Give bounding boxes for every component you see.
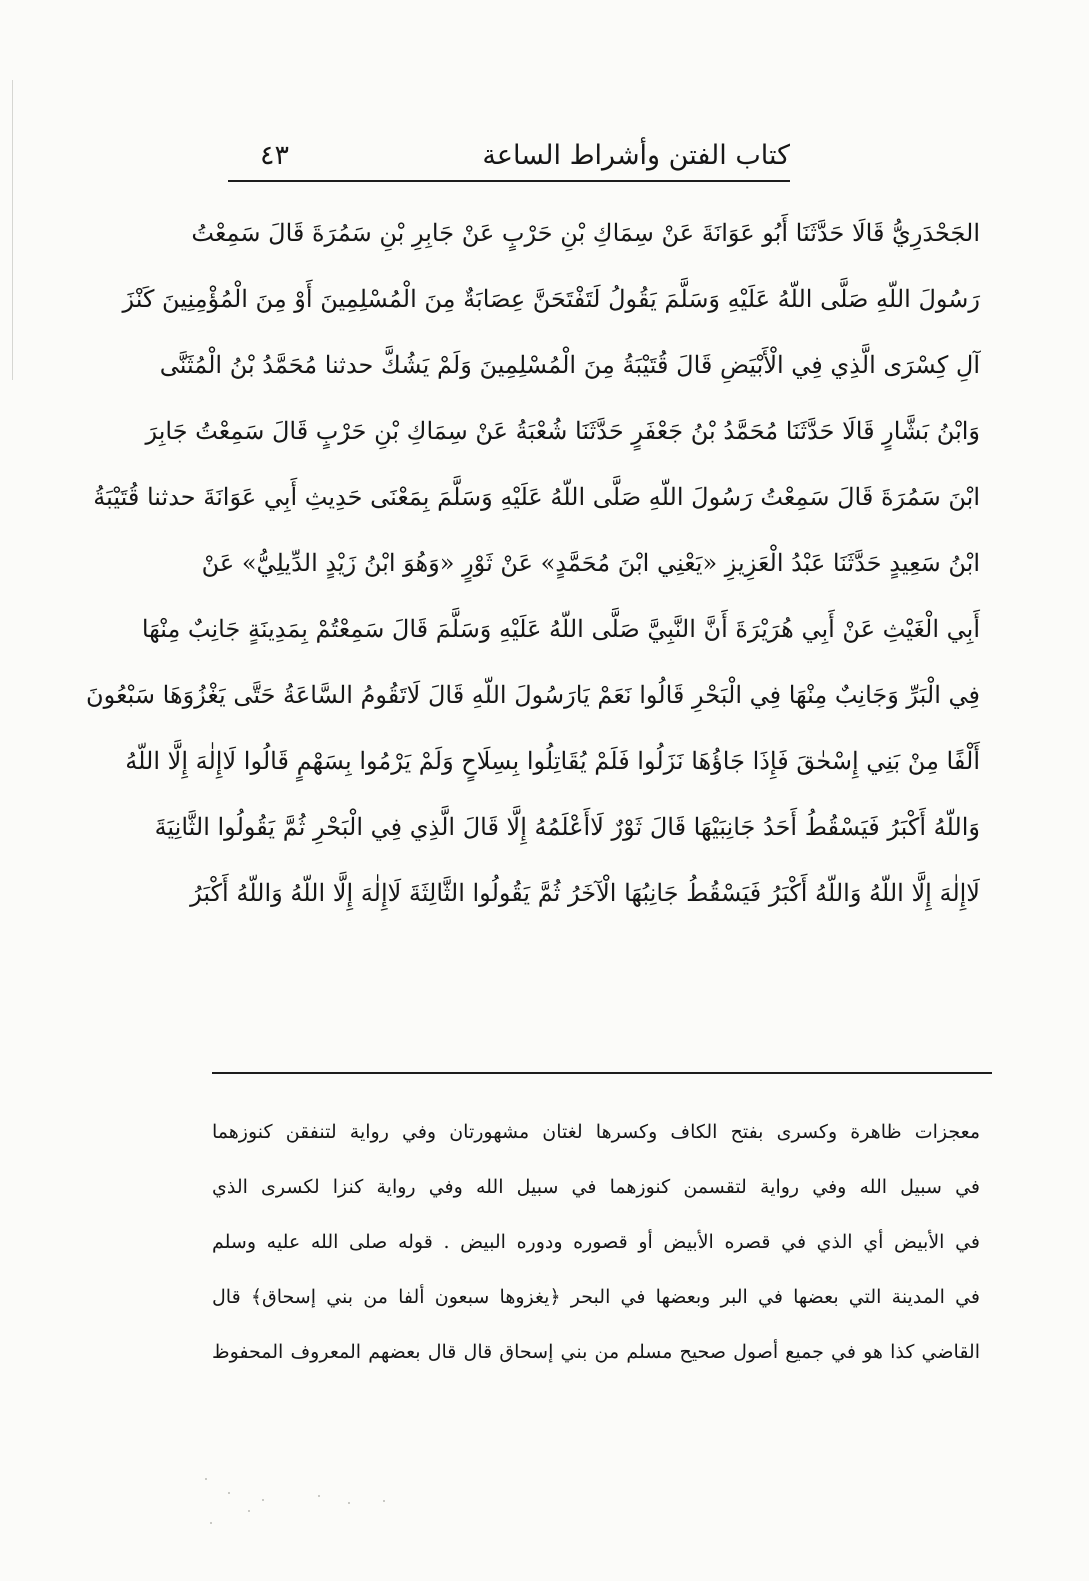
- scan-speck: [248, 1510, 250, 1512]
- main-text-line: وَاللّهُ أَكْبَرُ فَيَسْقُطُ أَحَدُ جَانِبَيْهَا قَالَ ثَوْرٌ لَاأَعْلَمُهُ إِلَّا قَالَ الَّذِي فِي الْبَحْرِ ثُمَّ يَقُولُوا الثَّانِيَةَ: [154, 813, 980, 841]
- main-text-line: آلِ كِسْرَى الَّذِي فِي الْأَبْيَضِ قَالَ قُتَيْبَةُ مِنَ الْمُسْلِمِينَ وَلَمْ يَشُكَّ حدثنا مُحَمَّدُ بْنُ الْمُثَنَّى: [159, 351, 980, 379]
- scan-speck: [228, 1492, 230, 1494]
- footnote-line: في الأبيض أي الذي في قصره الأبيض أو قصوره ودوره البيض . قوله صلى الله عليه وسلم: [212, 1231, 980, 1253]
- scan-speck: [383, 1500, 385, 1502]
- footnote-rule: [212, 1072, 992, 1074]
- main-text-line: ابْنَ سَمُرَةَ قَالَ سَمِعْتُ رَسُولَ اللّهِ صَلَّى اللّهُ عَلَيْهِ وَسَلَّمَ بِمَعْنَى حَدِيثِ أَبِي عَوَانَةَ حدثنا قُتَيْبَةُ: [93, 483, 980, 511]
- scan-speck: [210, 1522, 212, 1524]
- main-text-line: رَسُولَ اللّهِ صَلَّى اللّهُ عَلَيْهِ وَسَلَّمَ يَقُولُ لَتَفْتَحَنَّ عِصَابَةٌ مِنَ الْمُسْلِمِينَ أَوْ مِنَ الْمُؤْمِنِينَ كَنْزَ: [122, 285, 980, 313]
- scan-speck: [348, 1502, 350, 1504]
- running-title: كتاب الفتن وأشراط الساعة: [482, 140, 790, 171]
- main-text-line: فِي الْبَرِّ وَجَانِبٌ مِنْهَا فِي الْبَحْرِ قَالُوا نَعَمْ يَارَسُولَ اللّهِ قَالَ لَاتَقُومُ السَّاعَةُ حَتَّى يَغْزُوَهَا سَبْعُونَ: [86, 681, 980, 709]
- footnote-line: في سبيل الله وفي رواية لتقسمن كنوزهما في سبيل الله وفي رواية كنزا لكسرى الذي: [212, 1176, 980, 1198]
- main-text-line: وَابْنُ بَشَّارٍ قَالَا حَدَّثَنَا مُحَمَّدُ بْنُ جَعْفَرٍ حَدَّثَنَا شُعْبَةُ عَنْ سِمَاكِ بْنِ حَرْبٍ قَالَ سَمِعْتُ جَابِرَ: [145, 417, 980, 445]
- scan-edge-mark: [12, 80, 13, 380]
- page-number: ٤٣: [260, 140, 290, 171]
- main-text-line: أَبِي الْغَيْثِ عَنْ أَبِي هُرَيْرَةَ أَنَّ النَّبِيَّ صَلَّى اللّهُ عَلَيْهِ وَسَلَّمَ قَالَ سَمِعْتُمْ بِمَدِينَةٍ جَانِبٌ مِنْهَا: [141, 615, 980, 643]
- footnote-line: القاضي كذا هو في جميع أصول صحيح مسلم من بني إسحاق قال قال بعضهم المعروف المحفوظ: [212, 1341, 980, 1363]
- main-text-line: الجَحْدَرِيُّ قَالَا حَدَّثَنَا أَبُو عَوَانَةَ عَنْ سِمَاكِ بْنِ حَرْبٍ عَنْ جَابِرِ بْنِ سَمُرَةَ قَالَ سَمِعْتُ: [191, 219, 980, 247]
- main-text-line: لَاإِلٰهَ إِلَّا اللّهُ وَاللّهُ أَكْبَرُ فَيَسْقُطُ جَانِبُهَا الْآخَرُ ثُمَّ يَقُولُوا الثَّالِثَةَ لَاإِلٰهَ إِلَّا اللّهُ وَاللّهُ أَكْبَرُ: [190, 879, 980, 907]
- main-text-line: ابْنُ سَعِيدٍ حَدَّثَنَا عَبْدُ الْعَزِيزِ «يَعْنِي ابْنَ مُحَمَّدٍ» عَنْ ثَوْرٍ «وَهُوَ ابْنُ زَيْدٍ الدِّيلِيُّ» عَنْ: [201, 549, 980, 577]
- footnote-block: [212, 1105, 980, 1380]
- page-header: [230, 140, 790, 180]
- scan-speck: [205, 1478, 207, 1480]
- header-rule: [228, 180, 790, 182]
- footnote-line: في المدينة التي بعضها في البر وبعضها في البحر ﴿يغزوها سبعون ألفا من بني إسحاق﴾ قال: [212, 1286, 980, 1308]
- footnote-line: معجزات ظاهرة وكسرى بفتح الكاف وكسرها لغتان مشهورتان وفي رواية لتنفقن كنوزهما: [212, 1121, 980, 1143]
- main-text-line: أَلْفًا مِنْ بَنِي إِسْحٰقَ فَإِذَا جَاؤُهَا نَزَلُوا فَلَمْ يُقَاتِلُوا بِسِلَاحٍ وَلَمْ يَرْمُوا بِسَهْمٍ قَالُوا لَاإِلٰهَ إِلَّا اللّهُ: [125, 747, 980, 775]
- main-text-block: [86, 200, 980, 926]
- scan-speck: [318, 1495, 320, 1497]
- scan-speck: [262, 1499, 264, 1501]
